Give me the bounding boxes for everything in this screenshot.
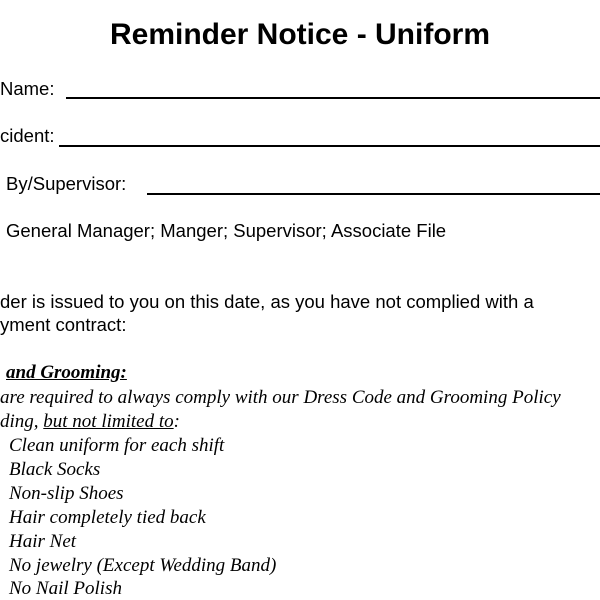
list-item-clean-uniform: Clean uniform for each shift xyxy=(9,435,225,456)
supervisor-label: By/Supervisor: xyxy=(6,173,127,194)
body-text-line-1: der is issued to you on this date, as you have not complied with a xyxy=(0,291,534,312)
supervisor-field-line[interactable] xyxy=(147,193,600,195)
list-item-no-jewelry: No jewelry (Except Wedding Band) xyxy=(9,555,277,576)
section-heading: and Grooming: xyxy=(6,362,127,383)
incident-label: cident: xyxy=(0,125,55,146)
document-title: Reminder Notice - Uniform xyxy=(109,18,491,51)
intro-prefix: ding, xyxy=(0,411,44,432)
name-field-line[interactable] xyxy=(66,97,600,99)
intro-suffix: : xyxy=(173,411,180,432)
body-text-line-2: yment contract: xyxy=(0,314,127,335)
intro-underlined: but not limited to xyxy=(43,411,174,432)
list-item-non-slip-shoes: Non-slip Shoes xyxy=(9,483,124,504)
list-item-hair-net: Hair Net xyxy=(9,531,77,552)
distribution-list: General Manager; Manger; Supervisor; Associate File xyxy=(6,220,447,241)
list-item-no-nail-polish: No Nail Polish xyxy=(9,578,122,599)
name-label: Name: xyxy=(0,78,55,99)
section-intro-line-2 xyxy=(0,411,180,433)
incident-field-line[interactable] xyxy=(59,145,600,147)
list-item-black-socks: Black Socks xyxy=(9,459,101,480)
section-intro-line-1: are required to always comply with our Dress Code and Grooming Policy xyxy=(0,387,561,408)
list-item-hair-tied-back: Hair completely tied back xyxy=(9,507,206,528)
